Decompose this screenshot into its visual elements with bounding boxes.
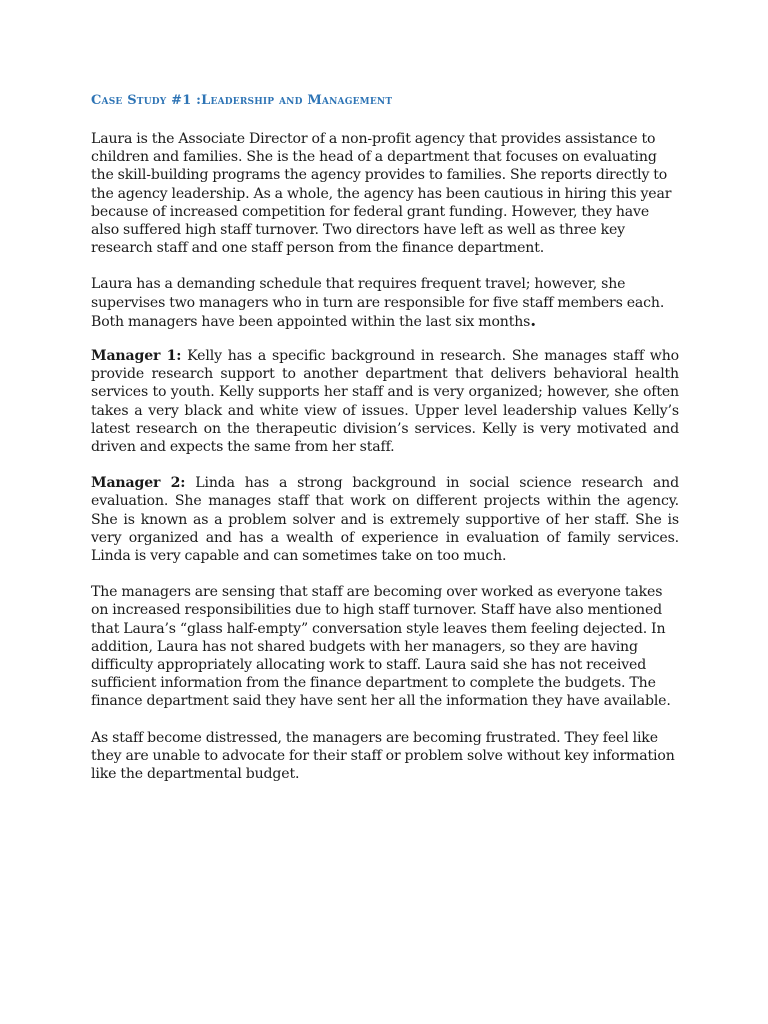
conclusion-paragraph: As staff become distressed, the managers are becoming frustrated. They feel like they are unable to advocate for their staff or problem solve without key information like the departmental budget. <box>91 729 675 783</box>
manager-2-text: Linda has a strong background in social science research and evaluation. She manages staff that work on different projects within the agency. She is known as a problem solver and is extremely supportive of her staff. She is very organized and has a wealth of experience in evaluation of family services. Linda is very capable and can sometimes take on too much. <box>91 475 679 565</box>
situation-paragraph: The managers are sensing that staff are becoming over worked as everyone takes on increased responsibilities due to high staff turnover. Staff have also mentioned that Laura’s “glass half-empty” conversation style leaves them feeling dejected. In addition, Laura has not shared budgets with her managers, so they are having difficulty appropriately allocating work to staff. Laura said she has not received sufficient information from the finance department to complete the budgets. The finance department said they have sent her all the information they have available. <box>91 584 671 710</box>
manager-2-label: Manager 2: <box>91 475 186 492</box>
document-page <box>91 92 679 801</box>
schedule-paragraph-period: . <box>530 310 537 331</box>
intro-paragraph: Laura is the Associate Director of a non-profit agency that provides assistance to children and families. She is the head of a department that focuses on evaluating the skill-building programs the agency provides to families. She reports directly to the agency leadership. As a whole, the agency has been cautious in hiring this year because of increased competition for federal grant funding. However, they have also suffered high staff turnover. Two directors have left as well as three key research staff and one staff person from the finance department. <box>91 131 672 257</box>
manager-1-text: Kelly has a specific background in research. She manages staff who provide research support to another department that delivers behavioral health services to youth. Kelly supports her staff and is very organized; however, she often takes a very black and white view of issues. Upper level leadership values Kelly’s latest research on the therapeutic division’s services. Kelly is very motivated and driven and expects the same from her staff. <box>91 348 679 456</box>
manager-1-paragraph <box>91 347 679 456</box>
manager-1-label: Manager 1: <box>91 348 182 365</box>
case-study-title: Case Study #1 :Leadership and Management <box>91 93 393 108</box>
schedule-paragraph <box>91 275 679 331</box>
schedule-paragraph-text: Laura has a demanding schedule that requires frequent travel; however, she supervises two managers who in turn are responsible for five staff members each. Both managers have been appointed within the last six months <box>91 276 665 330</box>
manager-2-paragraph <box>91 474 679 565</box>
